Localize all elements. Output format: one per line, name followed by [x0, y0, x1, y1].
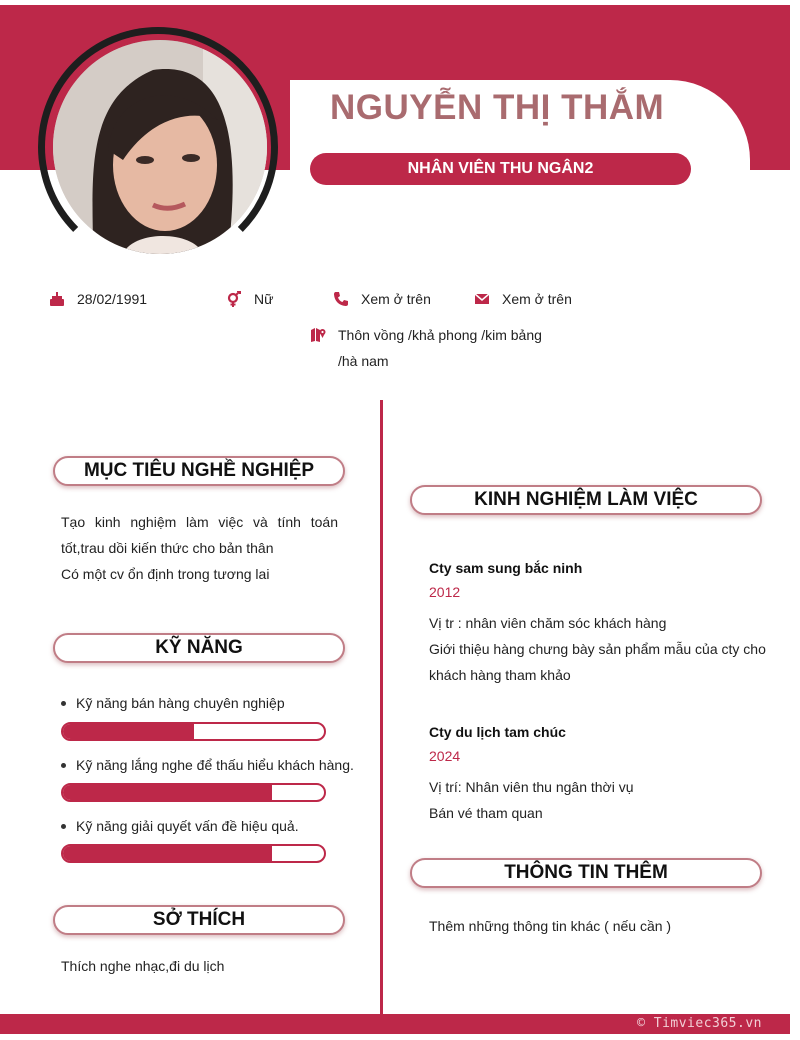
- address-line2: /hà nam: [338, 353, 389, 369]
- info-phone: [333, 291, 431, 307]
- job-year: 2012: [429, 584, 461, 600]
- job-company: Cty du lịch tam chúc: [429, 724, 566, 740]
- footer-credit: © Timviec365.vn: [637, 1016, 762, 1031]
- hobbies-title: SỞ THÍCH: [53, 905, 345, 935]
- experience-title: KINH NGHIỆM LÀM VIỆC: [410, 485, 762, 515]
- gender-value: Nữ: [254, 291, 274, 307]
- info-address: [310, 327, 542, 343]
- birthday-value: 28/02/1991: [77, 291, 148, 307]
- job-description: Giới thiệu hàng chưng bày sản phẩm mẫu của cty cho khách hàng tham khảo: [429, 641, 766, 683]
- skills-title: KỸ NĂNG: [53, 633, 345, 663]
- column-divider: [380, 400, 383, 1015]
- extra-info-text: Thêm những thông tin khác ( nếu cần ): [429, 918, 672, 934]
- avatar: [53, 40, 267, 254]
- objective-title: MỤC TIÊU NGHỀ NGHIỆP: [53, 456, 345, 486]
- skill-bar: [61, 722, 326, 741]
- bullet: [61, 701, 66, 706]
- gender-icon: [226, 291, 242, 307]
- skill-bar-fill: [63, 846, 272, 861]
- email-icon: [474, 291, 490, 307]
- map-location-icon: [310, 327, 326, 343]
- skill-item: [61, 818, 299, 834]
- skill-item: [61, 695, 285, 711]
- job-title-badge: [310, 153, 691, 185]
- address-line1: Thôn vồng /khả phong /kim bảng: [338, 327, 542, 343]
- birthday-cake-icon: [49, 291, 65, 307]
- footer-band: [0, 1014, 790, 1034]
- bullet: [61, 763, 66, 768]
- job-description: Bán vé tham quan: [429, 805, 543, 821]
- job-title: NHÂN VIÊN THU NGÂN2: [407, 160, 594, 177]
- phone-icon: [333, 291, 349, 307]
- skill-label: Kỹ năng lắng nghe để thấu hiểu khách hàng.: [76, 757, 354, 773]
- candidate-name: NGUYỄN THỊ THẮM: [330, 88, 665, 127]
- skill-bar-fill: [63, 724, 194, 739]
- phone-value: Xem ở trên: [361, 291, 431, 307]
- job-position: Vị tr : nhân viên chăm sóc khách hàng: [429, 615, 667, 631]
- skill-label: Kỹ năng bán hàng chuyên nghiệp: [76, 695, 285, 711]
- skill-bar-fill: [63, 785, 272, 800]
- job-position: Vị trí: Nhân viên thu ngân thời vụ: [429, 779, 634, 795]
- email-value: Xem ở trên: [502, 291, 572, 307]
- job-year: 2024: [429, 748, 461, 764]
- info-birthday: [49, 291, 147, 307]
- extra-info-title: THÔNG TIN THÊM: [410, 858, 762, 888]
- skill-bar: [61, 844, 326, 863]
- avatar-photo: [53, 40, 267, 254]
- info-email: [474, 291, 572, 307]
- skill-label: Kỹ năng giải quyết vấn đề hiệu quả.: [76, 818, 299, 834]
- info-gender: [226, 291, 273, 307]
- objective-text: Tạo kinh nghiệm làm việc và tính toán tốt,trau dồi kiến thức cho bản thân: [61, 514, 338, 556]
- job-company: Cty sam sung bắc ninh: [429, 560, 583, 576]
- objective-text-2: Có một cv ổn định trong tương lai: [61, 566, 270, 582]
- hobbies-text: Thích nghe nhạc,đi du lịch: [61, 958, 225, 974]
- skill-bar: [61, 783, 326, 802]
- skill-item: [61, 757, 354, 773]
- bullet: [61, 824, 66, 829]
